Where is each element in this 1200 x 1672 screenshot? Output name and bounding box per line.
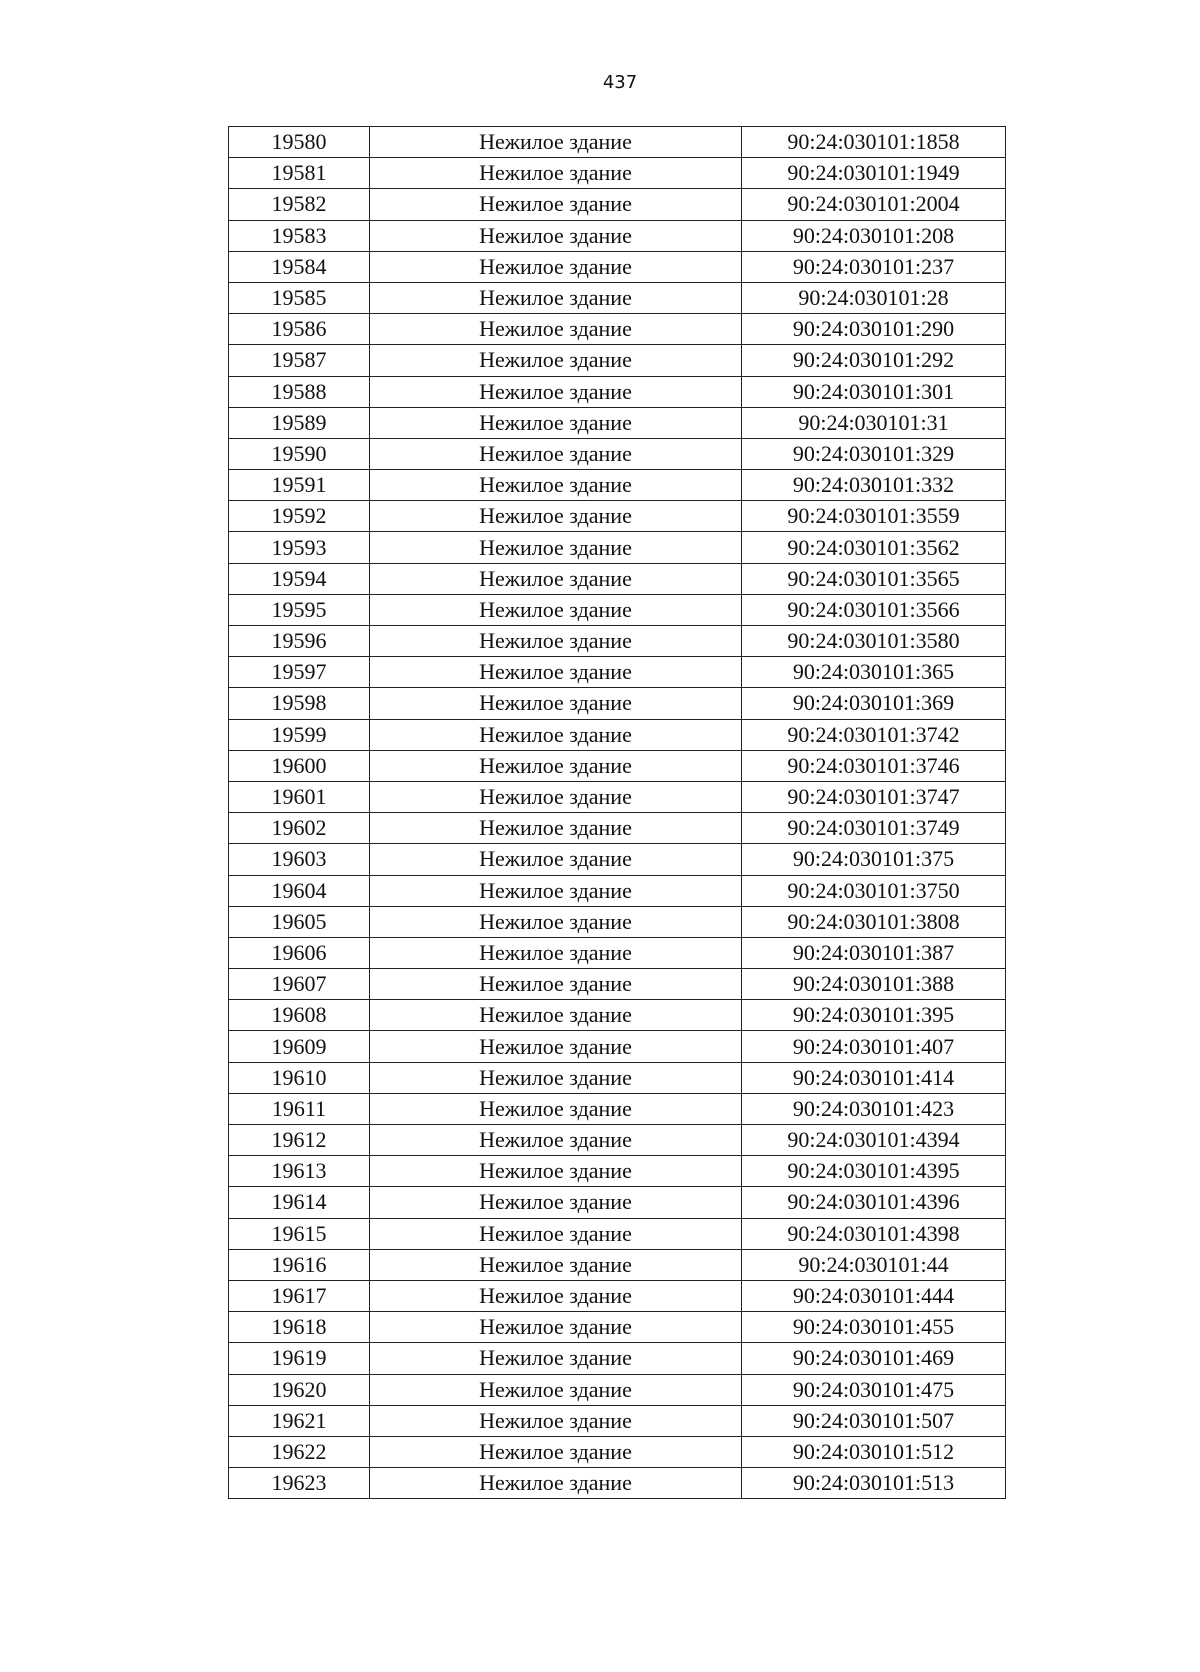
cadastral-number-cell: 90:24:030101:4395	[742, 1156, 1006, 1187]
row-number-cell: 19608	[229, 1000, 370, 1031]
row-number-cell: 19596	[229, 626, 370, 657]
table-row	[229, 1468, 1006, 1499]
object-type-cell: Нежилое здание	[370, 1249, 742, 1280]
table-row	[229, 470, 1006, 501]
object-type-cell: Нежилое здание	[370, 875, 742, 906]
table-row	[229, 906, 1006, 937]
object-type-cell: Нежилое здание	[370, 438, 742, 469]
cadastral-number-cell: 90:24:030101:290	[742, 314, 1006, 345]
table-row	[229, 314, 1006, 345]
table-body	[229, 127, 1006, 1499]
table-row	[229, 1312, 1006, 1343]
object-type-cell: Нежилое здание	[370, 1468, 742, 1499]
object-type-cell: Нежилое здание	[370, 1312, 742, 1343]
table-row	[229, 688, 1006, 719]
object-type-cell: Нежилое здание	[370, 282, 742, 313]
object-type-cell: Нежилое здание	[370, 688, 742, 719]
row-number-cell: 19590	[229, 438, 370, 469]
table-row	[229, 875, 1006, 906]
object-type-cell: Нежилое здание	[370, 1000, 742, 1031]
cadastral-number-cell: 90:24:030101:407	[742, 1031, 1006, 1062]
object-type-cell: Нежилое здание	[370, 657, 742, 688]
row-number-cell: 19601	[229, 781, 370, 812]
table-row	[229, 937, 1006, 968]
cadastral-number-cell: 90:24:030101:28	[742, 282, 1006, 313]
object-type-cell: Нежилое здание	[370, 813, 742, 844]
row-number-cell: 19594	[229, 563, 370, 594]
object-type-cell: Нежилое здание	[370, 844, 742, 875]
row-number-cell: 19598	[229, 688, 370, 719]
row-number-cell: 19619	[229, 1343, 370, 1374]
object-type-cell: Нежилое здание	[370, 189, 742, 220]
row-number-cell: 19621	[229, 1405, 370, 1436]
object-type-cell: Нежилое здание	[370, 1374, 742, 1405]
object-type-cell: Нежилое здание	[370, 1156, 742, 1187]
cadastral-number-cell: 90:24:030101:475	[742, 1374, 1006, 1405]
cadastral-number-cell: 90:24:030101:1858	[742, 127, 1006, 158]
cadastral-number-cell: 90:24:030101:3566	[742, 594, 1006, 625]
row-number-cell: 19580	[229, 127, 370, 158]
object-type-cell: Нежилое здание	[370, 158, 742, 189]
table-row	[229, 407, 1006, 438]
cadastral-number-cell: 90:24:030101:4398	[742, 1218, 1006, 1249]
cadastral-number-cell: 90:24:030101:3580	[742, 626, 1006, 657]
object-type-cell: Нежилое здание	[370, 1187, 742, 1218]
cadastral-number-cell: 90:24:030101:369	[742, 688, 1006, 719]
cadastral-number-cell: 90:24:030101:455	[742, 1312, 1006, 1343]
table-row	[229, 1156, 1006, 1187]
cadastral-number-cell: 90:24:030101:444	[742, 1280, 1006, 1311]
registry-table	[228, 126, 1006, 1499]
cadastral-number-cell: 90:24:030101:237	[742, 251, 1006, 282]
cadastral-number-cell: 90:24:030101:292	[742, 345, 1006, 376]
table-row	[229, 532, 1006, 563]
cadastral-number-cell: 90:24:030101:3559	[742, 501, 1006, 532]
cadastral-number-cell: 90:24:030101:2004	[742, 189, 1006, 220]
cadastral-number-cell: 90:24:030101:1949	[742, 158, 1006, 189]
cadastral-number-cell: 90:24:030101:387	[742, 937, 1006, 968]
row-number-cell: 19613	[229, 1156, 370, 1187]
row-number-cell: 19605	[229, 906, 370, 937]
row-number-cell: 19622	[229, 1436, 370, 1467]
cadastral-number-cell: 90:24:030101:301	[742, 376, 1006, 407]
cadastral-number-cell: 90:24:030101:3565	[742, 563, 1006, 594]
object-type-cell: Нежилое здание	[370, 937, 742, 968]
table-row	[229, 1374, 1006, 1405]
row-number-cell: 19611	[229, 1093, 370, 1124]
row-number-cell: 19583	[229, 220, 370, 251]
object-type-cell: Нежилое здание	[370, 719, 742, 750]
cadastral-number-cell: 90:24:030101:3747	[742, 781, 1006, 812]
object-type-cell: Нежилое здание	[370, 220, 742, 251]
row-number-cell: 19589	[229, 407, 370, 438]
table-row	[229, 750, 1006, 781]
row-number-cell: 19606	[229, 937, 370, 968]
object-type-cell: Нежилое здание	[370, 470, 742, 501]
table-row	[229, 594, 1006, 625]
cadastral-number-cell: 90:24:030101:507	[742, 1405, 1006, 1436]
row-number-cell: 19600	[229, 750, 370, 781]
object-type-cell: Нежилое здание	[370, 1343, 742, 1374]
object-type-cell: Нежилое здание	[370, 1125, 742, 1156]
cadastral-number-cell: 90:24:030101:3746	[742, 750, 1006, 781]
object-type-cell: Нежилое здание	[370, 750, 742, 781]
object-type-cell: Нежилое здание	[370, 501, 742, 532]
table-row	[229, 1280, 1006, 1311]
row-number-cell: 19599	[229, 719, 370, 750]
row-number-cell: 19620	[229, 1374, 370, 1405]
table-row	[229, 158, 1006, 189]
row-number-cell: 19616	[229, 1249, 370, 1280]
object-type-cell: Нежилое здание	[370, 1405, 742, 1436]
row-number-cell: 19595	[229, 594, 370, 625]
object-type-cell: Нежилое здание	[370, 563, 742, 594]
object-type-cell: Нежилое здание	[370, 626, 742, 657]
cadastral-number-cell: 90:24:030101:3750	[742, 875, 1006, 906]
cadastral-number-cell: 90:24:030101:329	[742, 438, 1006, 469]
row-number-cell: 19618	[229, 1312, 370, 1343]
page-number: 437	[602, 72, 638, 93]
table-row	[229, 1436, 1006, 1467]
row-number-cell: 19603	[229, 844, 370, 875]
table-row	[229, 719, 1006, 750]
object-type-cell: Нежилое здание	[370, 127, 742, 158]
table-row	[229, 1062, 1006, 1093]
table-row	[229, 1218, 1006, 1249]
object-type-cell: Нежилое здание	[370, 1062, 742, 1093]
cadastral-number-cell: 90:24:030101:513	[742, 1468, 1006, 1499]
row-number-cell: 19602	[229, 813, 370, 844]
cadastral-number-cell: 90:24:030101:208	[742, 220, 1006, 251]
table-row	[229, 127, 1006, 158]
table-row	[229, 1343, 1006, 1374]
object-type-cell: Нежилое здание	[370, 1218, 742, 1249]
cadastral-number-cell: 90:24:030101:423	[742, 1093, 1006, 1124]
row-number-cell: 19597	[229, 657, 370, 688]
table-row	[229, 657, 1006, 688]
object-type-cell: Нежилое здание	[370, 781, 742, 812]
row-number-cell: 19592	[229, 501, 370, 532]
object-type-cell: Нежилое здание	[370, 1031, 742, 1062]
row-number-cell: 19582	[229, 189, 370, 220]
cadastral-number-cell: 90:24:030101:512	[742, 1436, 1006, 1467]
object-type-cell: Нежилое здание	[370, 251, 742, 282]
cadastral-number-cell: 90:24:030101:4394	[742, 1125, 1006, 1156]
cadastral-number-cell: 90:24:030101:332	[742, 470, 1006, 501]
table-row	[229, 563, 1006, 594]
table-row	[229, 1125, 1006, 1156]
table-row	[229, 1000, 1006, 1031]
row-number-cell: 19585	[229, 282, 370, 313]
table-row	[229, 969, 1006, 1000]
cadastral-number-cell: 90:24:030101:388	[742, 969, 1006, 1000]
table-row	[229, 220, 1006, 251]
object-type-cell: Нежилое здание	[370, 345, 742, 376]
table-row	[229, 282, 1006, 313]
table-row	[229, 1187, 1006, 1218]
cadastral-number-cell: 90:24:030101:44	[742, 1249, 1006, 1280]
cadastral-number-cell: 90:24:030101:4396	[742, 1187, 1006, 1218]
row-number-cell: 19584	[229, 251, 370, 282]
cadastral-number-cell: 90:24:030101:469	[742, 1343, 1006, 1374]
row-number-cell: 19588	[229, 376, 370, 407]
row-number-cell: 19586	[229, 314, 370, 345]
table-row	[229, 844, 1006, 875]
row-number-cell: 19604	[229, 875, 370, 906]
table-row	[229, 438, 1006, 469]
object-type-cell: Нежилое здание	[370, 1093, 742, 1124]
cadastral-number-cell: 90:24:030101:375	[742, 844, 1006, 875]
object-type-cell: Нежилое здание	[370, 407, 742, 438]
row-number-cell: 19607	[229, 969, 370, 1000]
table-row	[229, 626, 1006, 657]
table-row	[229, 1405, 1006, 1436]
row-number-cell: 19593	[229, 532, 370, 563]
row-number-cell: 19615	[229, 1218, 370, 1249]
table-row	[229, 189, 1006, 220]
row-number-cell: 19587	[229, 345, 370, 376]
object-type-cell: Нежилое здание	[370, 376, 742, 407]
cadastral-number-cell: 90:24:030101:3742	[742, 719, 1006, 750]
object-type-cell: Нежилое здание	[370, 532, 742, 563]
row-number-cell: 19614	[229, 1187, 370, 1218]
table-row	[229, 1031, 1006, 1062]
row-number-cell: 19610	[229, 1062, 370, 1093]
object-type-cell: Нежилое здание	[370, 1280, 742, 1311]
table-row	[229, 251, 1006, 282]
table-row	[229, 1093, 1006, 1124]
row-number-cell: 19591	[229, 470, 370, 501]
row-number-cell: 19609	[229, 1031, 370, 1062]
object-type-cell: Нежилое здание	[370, 906, 742, 937]
object-type-cell: Нежилое здание	[370, 1436, 742, 1467]
table-row	[229, 813, 1006, 844]
table-row	[229, 781, 1006, 812]
row-number-cell: 19623	[229, 1468, 370, 1499]
table-row	[229, 376, 1006, 407]
cadastral-number-cell: 90:24:030101:3562	[742, 532, 1006, 563]
object-type-cell: Нежилое здание	[370, 314, 742, 345]
table-row	[229, 1249, 1006, 1280]
cadastral-number-cell: 90:24:030101:3749	[742, 813, 1006, 844]
row-number-cell: 19617	[229, 1280, 370, 1311]
cadastral-number-cell: 90:24:030101:395	[742, 1000, 1006, 1031]
cadastral-number-cell: 90:24:030101:31	[742, 407, 1006, 438]
cadastral-number-cell: 90:24:030101:365	[742, 657, 1006, 688]
cadastral-number-cell: 90:24:030101:3808	[742, 906, 1006, 937]
object-type-cell: Нежилое здание	[370, 594, 742, 625]
row-number-cell: 19612	[229, 1125, 370, 1156]
row-number-cell: 19581	[229, 158, 370, 189]
cadastral-number-cell: 90:24:030101:414	[742, 1062, 1006, 1093]
table-row	[229, 345, 1006, 376]
table-row	[229, 501, 1006, 532]
object-type-cell: Нежилое здание	[370, 969, 742, 1000]
